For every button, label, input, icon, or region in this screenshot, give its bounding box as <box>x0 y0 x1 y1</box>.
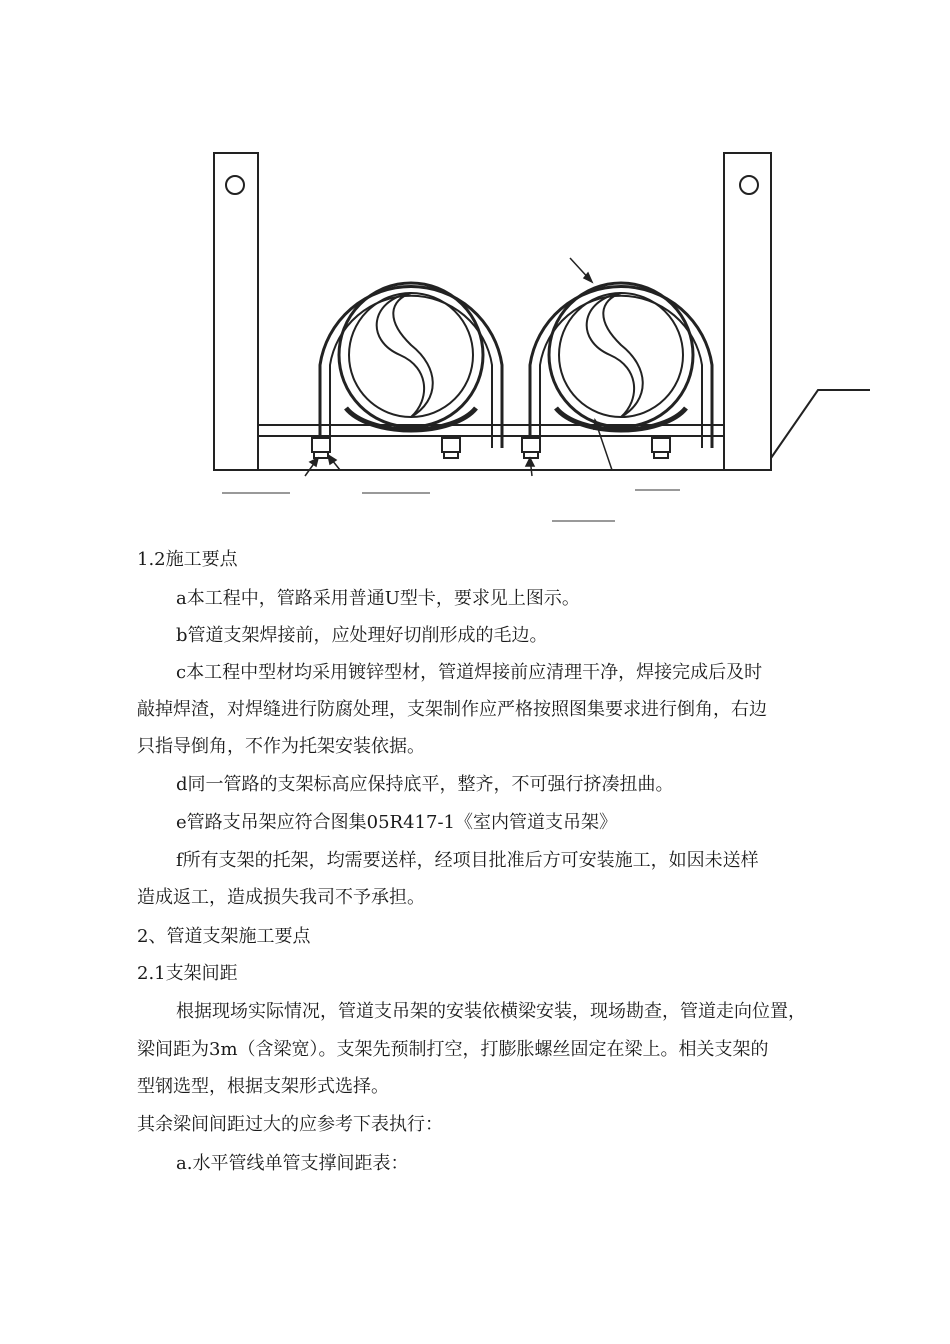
item-b: b管道支架焊接前，应处理好切削形成的毛边。 <box>176 625 548 646</box>
nut-3 <box>522 438 540 452</box>
right-upright <box>724 153 771 470</box>
item-f-line-1: f所有支架的托架，均需要送样，经项目批准后方可安装施工，如因未送样 <box>176 850 759 871</box>
right-pipe-assembly <box>530 283 712 448</box>
spacing-body-line-1: 根据现场实际情况，管道支吊架的安装依横梁安装，现场勘查，管道走向位置， <box>176 1001 806 1022</box>
right-pipe <box>549 283 693 427</box>
spacing-note: 其余梁间间距过大的应参考下表执行： <box>137 1114 443 1135</box>
item-d: d同一管路的支架标高应保持底平，整齐，不可强行挤凑扭曲。 <box>176 774 674 795</box>
right-u-clamp <box>530 287 712 448</box>
left-u-clamp <box>320 287 502 448</box>
left-pipe-assembly <box>320 283 502 448</box>
item-f-line-2: 造成返工，造成损失我司不予承担。 <box>137 887 425 908</box>
section-2-1-heading: 2.1支架间距 <box>137 963 238 984</box>
right-bolt-hole <box>740 176 758 194</box>
spacing-body-line-2: 梁间距为3m（含梁宽）。支架先预制打空，打膨胀螺丝固定在梁上。相关支架的 <box>137 1039 769 1060</box>
item-a: a本工程中，管路采用普通U型卡，要求见上图示。 <box>176 588 580 609</box>
left-pipe <box>339 283 483 427</box>
item-c-line-2: 敲掉焊渣，对焊缝进行防腐处理，支架制作应严格按照图集要求进行倒角，右边 <box>137 699 767 720</box>
nut-1 <box>312 438 330 452</box>
section-1-2-heading: 1.2施工要点 <box>137 549 238 570</box>
item-c-line-1: c本工程中型材均采用镀锌型材，管道焊接前应清理干净，焊接完成后及时 <box>176 662 763 683</box>
item-e: e管路支吊架应符合图集05R417-1《室内管道支吊架》 <box>176 812 617 833</box>
nut-4 <box>652 438 670 452</box>
nut-2 <box>442 438 460 452</box>
side-bracket <box>771 390 870 458</box>
table-caption: a.水平管线单管支撑间距表： <box>176 1153 409 1174</box>
item-c-line-3: 只指导倒角，不作为托架安装依据。 <box>137 736 425 757</box>
left-bolt-hole <box>226 176 244 194</box>
section-2-heading: 2、管道支架施工要点 <box>137 926 311 947</box>
left-upright <box>214 153 258 470</box>
pipe-support-drawing <box>0 0 950 540</box>
spacing-body-line-3: 型钢选型，根据支架形式选择。 <box>137 1076 389 1097</box>
